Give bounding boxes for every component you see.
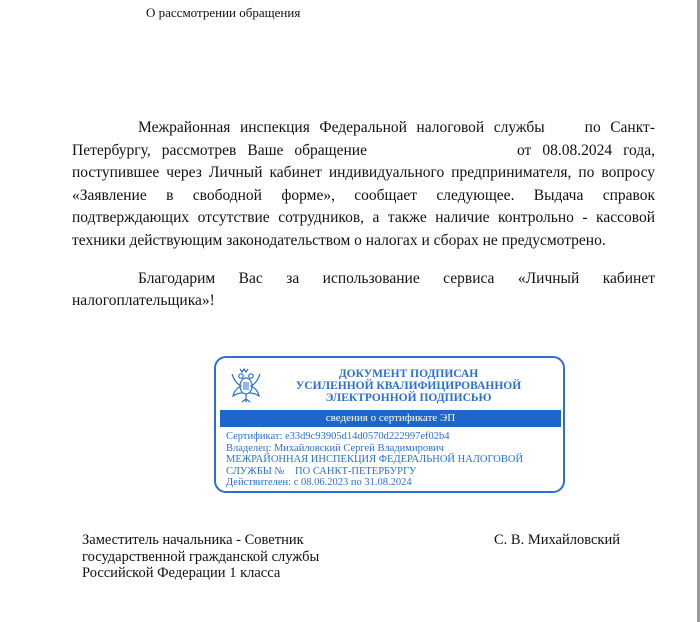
signer-name: С. В. Михайловский — [494, 532, 620, 548]
letter-paragraph-1 — [72, 117, 655, 253]
certificate-validity: Действителен: с 08.06.2023 по 31.08.2024 — [226, 477, 412, 489]
signer-position — [82, 532, 319, 582]
certificate-organization-line-1: МЕЖРАЙОННАЯ ИНСПЕКЦИЯ ФЕДЕРАЛЬНОЙ НАЛОГОВОЙ — [226, 454, 524, 466]
paragraph-1-part-c: от 08.08.2024 года, поступившее через Личный кабинет индивидуального предпринимателя, по вопросу «Заявление в свободной форме», сообщает следующее. Выдача справок подтверждающих отсутствие сотрудников, а также наличие контрольно - кассовой техники действующим законодательством о налогах и сборах не предусмотрено. — [72, 141, 655, 249]
russian-emblem-icon — [224, 364, 268, 408]
letter-subject: О рассмотрении обращения — [146, 5, 301, 20]
certificate-organization-line-2: СЛУЖБЫ № ПО САНКТ-ПЕТЕРБУРГУ — [226, 465, 417, 477]
signer-position-line-2: государственной гражданской службы — [82, 548, 320, 565]
stamp-title-line-3: ЭЛЕКТРОННОЙ ПОДПИСЬЮ — [325, 392, 492, 404]
signer-position-line-3: Российской Федерации 1 класса — [82, 565, 281, 581]
letter-paragraph-2: Благодарим Вас за использование сервиса «Личный кабинет налогоплательщика»! — [72, 269, 655, 310]
stamp-title-line-2: УСИЛЕННОЙ КВАЛИФИЦИРОВАННОЙ — [295, 380, 522, 392]
stamp-title-line-1: ДОКУМЕНТ ПОДПИСАН — [338, 368, 479, 380]
stamp-title — [264, 368, 553, 404]
signer-position-line-1: Заместитель начальника - Советник — [82, 532, 304, 548]
certificate-owner: Владелец: Михайловский Сергей Владимирович — [226, 442, 444, 454]
certificate-number: Сертификат: e33d9c93905d14d0570d222997ef02b4 — [226, 431, 450, 442]
certificate-details — [226, 431, 557, 489]
paragraph-1-part-a: Межрайонная инспекция Федеральной налоговой службы — [138, 119, 545, 136]
electronic-signature-stamp — [214, 356, 565, 493]
certificate-header-bar: сведения о сертификате ЭП — [220, 410, 561, 427]
paragraph-1-part-b: по Санкт-Петербургу, рассмотрев Ваше обращение — [72, 119, 655, 159]
letter-body — [72, 117, 655, 313]
